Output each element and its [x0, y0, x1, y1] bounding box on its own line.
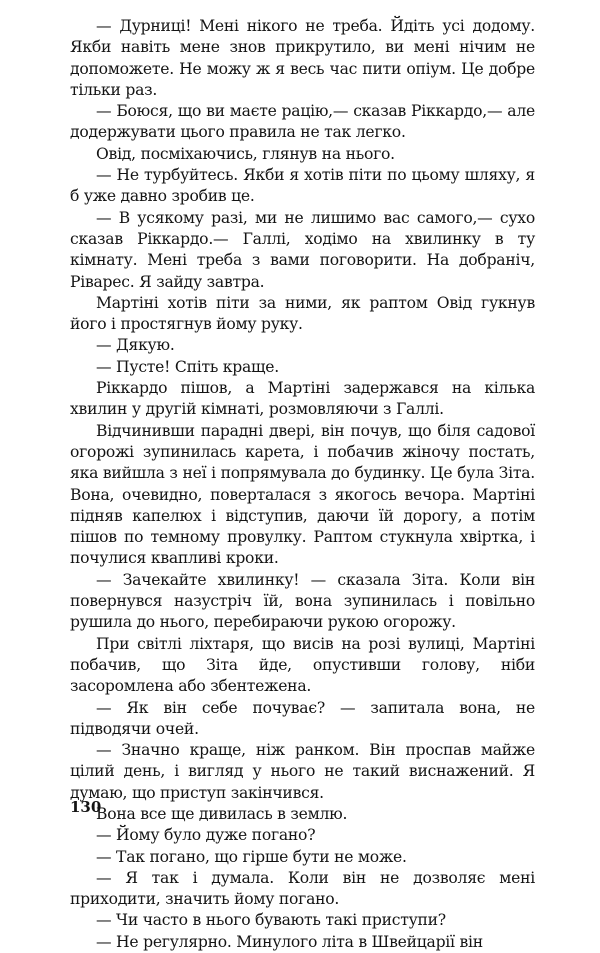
paragraph: Відчинивши парадні двері, він почув, що біля садової огорожі зупинилась карета, і побачив жіночу постать, яка вийшла з неї і попрямувала до будинку. Це була Зіта. Вона, очевидно, поверталася з якогось вечора. Мартіні підняв капелюх і відступив, даючи їй дорогу, а потім пішов по темному провулку. Раптом стукнула хвіртка, і почулися квапливі кроки. [70, 421, 535, 568]
paragraph: — Не турбуйтесь. Якби я хотів піти по цьому шляху, я б уже давно зробив це. [70, 166, 535, 206]
paragraph: Вона все ще дивилась в землю. [96, 804, 348, 823]
paragraph: — Дурниці! Мені нікого не треба. Йдіть усі додому. Якби навіть мене знов прикрутило, ви мені нічим не допоможете. Не можу ж я весь час пити опіум. Це добре тільки раз. [70, 17, 535, 99]
paragraph: — Значно краще, ніж ранком. Він проспав майже цілий день, і вигляд у нього не такий виснажений. Я думаю, що приступ закінчився. [70, 741, 535, 802]
paragraph: Овід, посміхаючись, глянув на нього. [96, 144, 395, 163]
page-body [70, 16, 535, 953]
paragraph: — Не регулярно. Минулого літа в Швейцарії він [96, 932, 483, 951]
paragraph: — В усякому разі, ми не лишимо вас самого,— сухо сказав Ріккардо.— Галлі, ходімо на хвилинку в ту кімнату. Мені треба з вами поговорити. На добраніч, Ріварес. Я зайду завтра. [70, 208, 535, 291]
paragraph: — Як він себе почуває? — запитала вона, не підводячи очей. [70, 698, 535, 738]
paragraph: — Зачекайте хвилинку! — сказала Зіта. Коли він повернувся назустріч їй, вона зупинилась і повільно рушила до нього, перебираючи рукою огорожу. [70, 570, 535, 632]
paragraph: — Боюся, що ви маєте рацію,— сказав Ріккардо,— але додержувати цього правила не так легко. [70, 102, 535, 142]
paragraph: — Пусте! Спіть краще. [96, 357, 279, 376]
paragraph: — Дякую. [96, 336, 175, 355]
paragraph: — Йому було дуже погано? [96, 826, 316, 845]
paragraph: — Я так і думала. Коли він не дозволяє мені приходити, значить йому погано. [70, 868, 535, 909]
paragraph: При світлі ліхтаря, що висів на розі вулиці, Мартіні побачив, що Зіта йде, опустивши голову, ніби засоромлена або збентежена. [70, 634, 535, 696]
paragraph: — Так погано, що гірше бути не може. [96, 847, 407, 866]
page-number: 130 [70, 798, 102, 816]
paragraph: Мартіні хотів піти за ними, як раптом Овід гукнув його і простягнув йому руку. [70, 293, 535, 334]
paragraph: — Чи часто в нього бувають такі приступи? [96, 911, 446, 930]
paragraph: Ріккардо пішов, а Мартіні задержався на кілька хвилин у другій кімнаті, розмовляючи з Галлі. [70, 379, 535, 419]
